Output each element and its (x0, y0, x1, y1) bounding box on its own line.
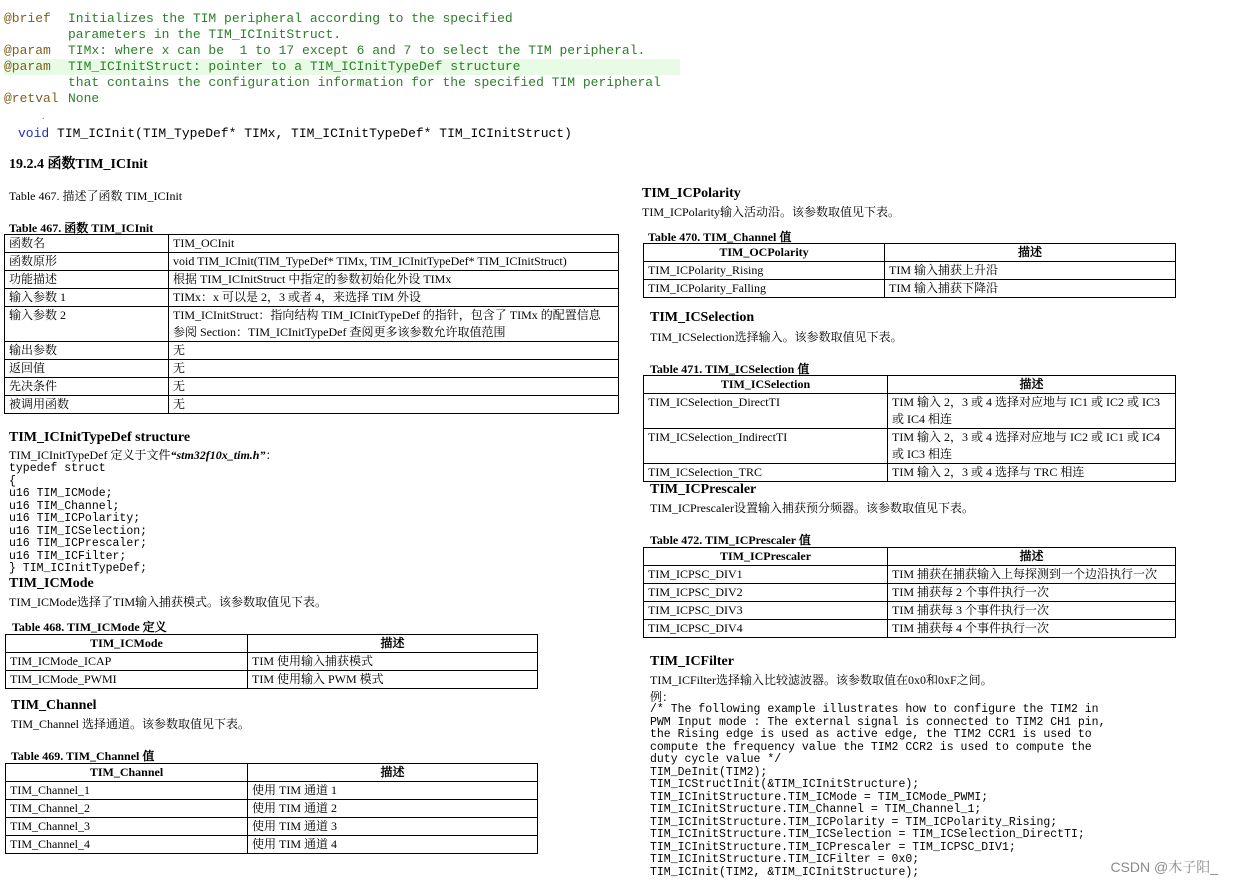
table471-value-name: TIM_ICSelection_DirectTI (644, 394, 888, 429)
table-row (5, 307, 619, 342)
table467-key: 输出参数 (5, 342, 169, 360)
table-row (6, 818, 538, 836)
struct-code: typedef struct { u16 TIM_ICMode; u16 TIM_Channel; u16 TIM_ICPolarity; u16 TIM_ICSelection; u16 TIM_ICPrescaler; u16 TIM_ICFilter; } TIM_ICInitTypeDef; (9, 462, 148, 575)
table472-value-desc: TIM 捕获每 4 个事件执行一次 (888, 620, 1176, 638)
table469-value-name: TIM_Channel_3 (6, 818, 248, 836)
table471 (643, 375, 1176, 482)
table468-caption: Table 468. TIM_ICMode 定义 (12, 620, 167, 634)
retval-text: None (68, 91, 100, 106)
table467-value: 根据 TIM_ICInitStruct 中指定的参数初始化外设 TIMx (169, 271, 619, 289)
table467-value: 无 (169, 342, 619, 360)
param2-text-cont: that contains the configuration information for the specified TIM peripheral (68, 75, 661, 90)
filter-title: TIM_ICFilter (650, 654, 734, 669)
table-row (6, 836, 538, 854)
table-row (5, 235, 619, 253)
table470 (643, 243, 1176, 298)
table468-value-desc: TIM 使用输入 PWM 模式 (248, 671, 538, 689)
icmode-title: TIM_ICMode (9, 576, 94, 591)
table472-value-name: TIM_ICPSC_DIV2 (644, 584, 888, 602)
table-row (5, 378, 619, 396)
selection-title: TIM_ICSelection (650, 310, 755, 325)
table467-value: 无 (169, 360, 619, 378)
struct-title: TIM_ICInitTypeDef structure (9, 430, 191, 445)
table-row (5, 271, 619, 289)
table-row (5, 396, 619, 414)
table471-value-desc: TIM 输入 2，3 或 4 选择与 TRC 相连 (888, 464, 1176, 482)
table467-value-line: TIM_ICInitStruct：指向结构 TIM_ICInitTypeDef 的指针，包含了 TIMx 的配置信息 (173, 308, 601, 322)
prototype-text: TIM_ICInit(TIM_TypeDef* TIMx, TIM_ICInitTypeDef* TIM_ICInitStruct) (49, 126, 572, 141)
table470-header-desc: 描述 (885, 244, 1176, 262)
table467-key: 功能描述 (5, 271, 169, 289)
example-label: 例： (650, 690, 675, 704)
brief-text-cont: parameters in the TIM_ICInitStruct. (68, 27, 342, 42)
highlighted-line (4, 59, 680, 75)
table470-value-desc: TIM 输入捕获下降沿 (885, 280, 1176, 298)
table469-value-name: TIM_Channel_1 (6, 782, 248, 800)
table469-caption: Table 469. TIM_Channel 值 (11, 749, 155, 763)
table468 (5, 634, 538, 689)
table-row (6, 653, 538, 671)
table467-key: 输入参数 1 (5, 289, 169, 307)
table-row (644, 262, 1176, 280)
table470-value-name: TIM_ICPolarity_Falling (644, 280, 885, 298)
table467-value: void TIM_ICInit(TIM_TypeDef* TIMx, TIM_ICInitTypeDef* TIM_ICInitStruct) (169, 253, 619, 271)
table472-header-name: TIM_ICPrescaler (644, 548, 888, 566)
table-row (644, 394, 1176, 429)
table-row (644, 620, 1176, 638)
polarity-desc: TIM_ICPolarity输入活动沿。该参数取值见下表。 (642, 205, 900, 219)
brief-tag: @brief (4, 11, 51, 26)
table472-value-desc: TIM 捕获每 3 个事件执行一次 (888, 602, 1176, 620)
table467-caption: Table 467. 函数 TIM_ICInit (9, 221, 154, 235)
table-row (6, 800, 538, 818)
param-tag-2: @param (4, 59, 51, 74)
void-keyword: void (18, 126, 50, 141)
table-row (6, 671, 538, 689)
table471-header-name: TIM_ICSelection (644, 376, 888, 394)
table468-value-name: TIM_ICMode_ICAP (6, 653, 248, 671)
table467-key: 返回值 (5, 360, 169, 378)
table-row (644, 566, 1176, 584)
table472-value-name: TIM_ICPSC_DIV4 (644, 620, 888, 638)
prescaler-title: TIM_ICPrescaler (650, 482, 757, 497)
watermark: CSDN @木子阳_ (1110, 859, 1218, 875)
table471-caption: Table 471. TIM_ICSelection 值 (650, 362, 810, 376)
table472-value-desc: TIM 捕获每 2 个事件执行一次 (888, 584, 1176, 602)
fold-marker: . (42, 111, 45, 122)
table468-header-desc: 描述 (248, 635, 538, 653)
header-file-name: “stm32f10x_tim.h” (170, 448, 266, 462)
table-row (5, 342, 619, 360)
table468-value-desc: TIM 使用输入捕获模式 (248, 653, 538, 671)
example-code: /* The following example illustrates how to configure the TIM2 in PWM Input mode : The external signal is connected to TIM2 CH1 pin, the Rising edge is used as active edge, the TIM2 CCR1 is used to compute the frequency value the TIM2 CCR2 is used to compute the duty cycle value */ TIM_DeInit(TIM2); TIM_ICStructInit(&TIM_ICInitStructure); TIM_ICInitStructure.TIM_ICMode = TIM_ICMode_PWMI; TIM_ICInitStructure.TIM_Channel = TIM_Channel_1; TIM_ICInitStructure.TIM_ICPolarity = TIM_ICPolarity_Rising; TIM_ICInitStructure.TIM_ICSelection = TIM_ICSelection_DirectTI; TIM_ICInitStructure.TIM_ICPrescaler = TIM_ICPSC_DIV1; TIM_ICInitStructure.TIM_ICFilter = 0x0; TIM_ICInit(TIM2, &TIM_ICInitStructure); (650, 703, 1106, 879)
table-row (644, 584, 1176, 602)
filter-desc: TIM_ICFilter选择输入比较滤波器。该参数取值在0x0和0xF之间。 (650, 673, 993, 687)
channel-title: TIM_Channel (11, 698, 97, 713)
table467-intro: Table 467. 描述了函数 TIM_ICInit (9, 189, 183, 203)
table467-key: 函数原形 (5, 253, 169, 271)
table471-value-desc: TIM 输入 2，3 或 4 选择对应地与 IC2 或 IC1 或 IC4 或 IC3 相连 (888, 429, 1176, 464)
doc-comment-block (4, 11, 684, 107)
table467-value-line: 参阅 Section：TIM_ICInitTypeDef 查阅更多该参数允许取值范围 (173, 325, 506, 339)
prescaler-desc: TIM_ICPrescaler设置输入捕获预分频器。该参数取值见下表。 (650, 501, 974, 515)
table-row (644, 464, 1176, 482)
param1-text: TIMx: where x can be 1 to 17 except 6 and 7 to select the TIM peripheral. (68, 43, 646, 58)
table467-value: 无 (169, 378, 619, 396)
table469-value-desc: 使用 TIM 通道 1 (248, 782, 538, 800)
table472-caption: Table 472. TIM_ICPrescaler 值 (650, 533, 811, 547)
table468-header-name: TIM_ICMode (6, 635, 248, 653)
table467-key: 函数名 (5, 235, 169, 253)
table467-value: TIM_OCInit (169, 235, 619, 253)
table470-caption: Table 470. TIM_Channel 值 (648, 230, 792, 244)
table472 (643, 547, 1176, 638)
table470-value-desc: TIM 输入捕获上升沿 (885, 262, 1176, 280)
table-row (5, 253, 619, 271)
table-row (644, 429, 1176, 464)
table467-key: 输入参数 2 (5, 307, 169, 342)
table-row (5, 289, 619, 307)
table472-value-desc: TIM 捕获在捕获输入上每探测到一个边沿执行一次 (888, 566, 1176, 584)
table471-value-desc: TIM 输入 2，3 或 4 选择对应地与 IC1 或 IC2 或 IC3 或 IC4 相连 (888, 394, 1176, 429)
table467-value (169, 307, 619, 342)
selection-desc: TIM_ICSelection选择输入。该参数取值见下表。 (650, 330, 903, 344)
table-row (644, 280, 1176, 298)
table469-value-name: TIM_Channel_2 (6, 800, 248, 818)
table467-value: TIMx：x 可以是 2，3 或者 4，来选择 TIM 外设 (169, 289, 619, 307)
brief-text: Initializes the TIM peripheral according to the specified (68, 11, 513, 26)
icmode-desc: TIM_ICMode选择了TIM输入捕获模式。该参数取值见下表。 (9, 595, 327, 609)
table471-value-name: TIM_ICSelection_IndirectTI (644, 429, 888, 464)
table-row (644, 602, 1176, 620)
table469-value-desc: 使用 TIM 通道 2 (248, 800, 538, 818)
table468-value-name: TIM_ICMode_PWMI (6, 671, 248, 689)
struct-desc: TIM_ICInitTypeDef 定义于文件“stm32f10x_tim.h”： (9, 448, 278, 462)
table469-value-desc: 使用 TIM 通道 4 (248, 836, 538, 854)
table472-value-name: TIM_ICPSC_DIV1 (644, 566, 888, 584)
table469-value-name: TIM_Channel_4 (6, 836, 248, 854)
table470-value-name: TIM_ICPolarity_Rising (644, 262, 885, 280)
polarity-title: TIM_ICPolarity (642, 186, 741, 201)
table467 (4, 234, 619, 414)
table469-header-desc: 描述 (248, 764, 538, 782)
table472-header-desc: 描述 (888, 548, 1176, 566)
table471-value-name: TIM_ICSelection_TRC (644, 464, 888, 482)
function-prototype (18, 126, 572, 141)
table469-value-desc: 使用 TIM 通道 3 (248, 818, 538, 836)
channel-desc: TIM_Channel 选择通道。该参数取值见下表。 (11, 717, 250, 731)
param2-text: TIM_ICInitStruct: pointer to a TIM_ICInitTypeDef structure (68, 59, 521, 74)
table469 (5, 763, 538, 854)
section-title: 19.2.4 函数TIM_ICInit (9, 157, 148, 172)
table471-header-desc: 描述 (888, 376, 1176, 394)
table-row (6, 782, 538, 800)
table467-value: 无 (169, 396, 619, 414)
table469-header-name: TIM_Channel (6, 764, 248, 782)
table472-value-name: TIM_ICPSC_DIV3 (644, 602, 888, 620)
table467-key: 先决条件 (5, 378, 169, 396)
retval-tag: @retval (4, 91, 59, 106)
param-tag: @param (4, 43, 51, 58)
table-row (5, 360, 619, 378)
table467-key: 被调用函数 (5, 396, 169, 414)
table470-header-name: TIM_OCPolarity (644, 244, 885, 262)
